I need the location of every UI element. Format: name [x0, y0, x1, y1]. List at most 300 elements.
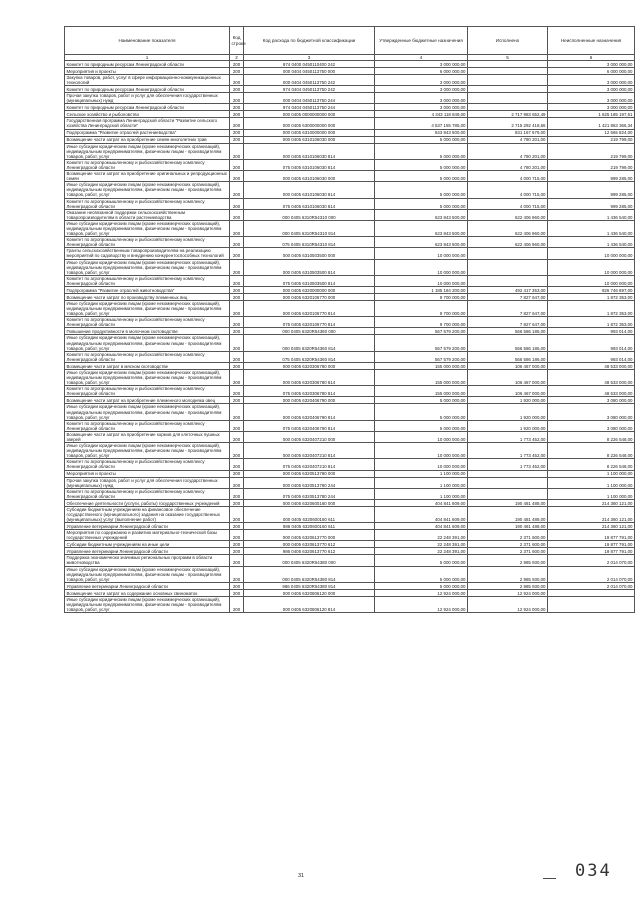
row-approved: 1 100 000,00 — [375, 470, 468, 477]
page-number: 31 — [298, 873, 305, 879]
row-line-code: 200 — [230, 136, 244, 143]
budget-report-sheet — [64, 26, 634, 613]
row-line-code: 200 — [230, 171, 244, 182]
table-row — [65, 506, 635, 522]
row-unexecuted: 1 100 000,00 — [548, 470, 635, 477]
row-line-code: 200 — [230, 470, 244, 477]
row-name: Комитет по агропромышленному и рыбохозяйственному комплексу Ленинградской области — [65, 317, 230, 328]
row-name: Иные субсидии юридическим лицам (кроме некоммерческих организаций), индивидуальным предпринимателям, физическим лицам - производителям товаров, работ, услуг — [65, 443, 230, 459]
row-approved: 10 000 000,00 — [375, 259, 468, 275]
row-approved: 1 100 000,00 — [375, 488, 468, 499]
row-unexecuted: 48 533 000,00 — [548, 386, 635, 397]
row-line-code: 200 — [230, 369, 244, 385]
row-unexecuted: 1 436 540,00 — [548, 220, 635, 236]
row-unexecuted: 1 436 540,00 — [548, 237, 635, 248]
row-executed: 622 406 960,00 — [468, 237, 548, 248]
row-budget-code: 075 0405 6320R54360 814 — [244, 351, 375, 362]
row-budget-code: 000 0405 0000000000 000 — [244, 111, 375, 118]
table-row — [65, 589, 635, 596]
row-name: Государственная программа Ленинградской области "Развитие сельского хозяйства Ленинградской области" — [65, 118, 230, 129]
table-row — [65, 275, 635, 286]
row-line-code: 200 — [230, 523, 244, 530]
row-approved: 22 248 391,00 — [375, 548, 468, 555]
row-executed: 7 827 647,00 — [468, 294, 548, 301]
row-executed: 622 406 960,00 — [468, 220, 548, 236]
row-unexecuted: 1 100 000,00 — [548, 477, 635, 488]
table-row — [65, 555, 635, 566]
row-executed: 622 406 960,00 — [468, 209, 548, 220]
row-executed — [468, 259, 548, 275]
table-row — [65, 596, 635, 612]
row-line-code: 200 — [230, 237, 244, 248]
row-executed: 2 371 600,00 — [468, 548, 548, 555]
row-budget-code: 000 0405 6320R54360 814 — [244, 335, 375, 351]
row-executed: 2 985 930,00 — [468, 582, 548, 589]
row-approved: 3 000 000,00 — [375, 61, 468, 68]
row-name: Иные субсидии юридическим лицам (кроме некоммерческих организаций), индивидуальным предпринимателям, физическим лицам - производителям товаров, работ, услуг — [65, 182, 230, 198]
row-approved: 5 000 000,00 — [375, 136, 468, 143]
row-approved: 9 700 000,00 — [375, 301, 468, 317]
row-unexecuted: 3 080 000,00 — [548, 397, 635, 404]
row-unexecuted: 3 080 000,00 — [548, 420, 635, 431]
row-unexecuted: 1 872 353,00 — [548, 294, 635, 301]
row-executed: 1 920 000,00 — [468, 397, 548, 404]
row-line-code: 200 — [230, 499, 244, 506]
row-approved: 10 000 000,00 — [375, 248, 468, 259]
row-approved: 3 000 000,00 — [375, 86, 468, 93]
row-executed: 190 481 488,00 — [468, 506, 548, 522]
row-budget-code: 000 0405 6320600160 000 — [244, 499, 375, 506]
row-approved: 155 000 000,00 — [375, 362, 468, 369]
row-executed — [468, 93, 548, 104]
row-name: Оказание несвязанной поддержки сельскохозяйственным товаропроизводителям в области растениеводства — [65, 209, 230, 220]
row-executed: 4 000 715,00 — [468, 198, 548, 209]
row-budget-code: 000 0405 6320407210 814 — [244, 443, 375, 459]
row-line-code: 200 — [230, 143, 244, 159]
table-header-row — [65, 27, 635, 55]
row-line-code: 200 — [230, 220, 244, 236]
table-row — [65, 61, 635, 68]
row-budget-code: 000 0405 6320613770 612 — [244, 541, 375, 548]
row-unexecuted: 19 877 791,00 — [548, 548, 635, 555]
table-row — [65, 335, 635, 351]
table-row — [65, 477, 635, 488]
row-name: Комитет по агропромышленному и рыбохозяйственному комплексу Ленинградской области — [65, 386, 230, 397]
row-name: Иные субсидии юридическим лицам (кроме некоммерческих организаций), индивидуальным предпринимателям, физическим лицам - производителям товаров, работ, услуг — [65, 369, 230, 385]
table-row — [65, 93, 635, 104]
row-approved: 12 924 000,00 — [375, 589, 468, 596]
row-unexecuted — [548, 589, 635, 596]
table-row — [65, 259, 635, 275]
row-unexecuted: 2 014 070,00 — [548, 582, 635, 589]
row-executed: 492 417 353,00 — [468, 287, 548, 294]
table-row — [65, 317, 635, 328]
column-number: 1 — [65, 55, 230, 61]
row-line-code: 200 — [230, 548, 244, 555]
row-approved: 623 843 500,00 — [375, 220, 468, 236]
row-approved: 4 537 155 785,00 — [375, 118, 468, 129]
row-line-code: 200 — [230, 248, 244, 259]
row-budget-code: 000 0405 6310R54310 000 — [244, 209, 375, 220]
row-budget-code: 000 0404 0450113750 244 — [244, 93, 375, 104]
header-budget-code: Код расхода по бюджетной классификации — [244, 27, 375, 55]
row-approved: 567 579 200,00 — [375, 351, 468, 362]
row-line-code: 200 — [230, 596, 244, 612]
table-row — [65, 111, 635, 118]
row-unexecuted: 3 080 000,00 — [548, 404, 635, 420]
row-line-code: 200 — [230, 129, 244, 136]
row-name: Комитет по агропромышленному и рыбохозяйственному комплексу Ленинградской области — [65, 459, 230, 470]
row-line-code: 200 — [230, 397, 244, 404]
row-unexecuted: 2 014 070,00 — [548, 566, 635, 582]
row-unexecuted: 2 014 070,00 — [548, 555, 635, 566]
row-line-code: 200 — [230, 589, 244, 596]
row-unexecuted: 1 436 540,00 — [548, 209, 635, 220]
row-budget-code: 000 0405 6310000000 000 — [244, 129, 375, 136]
row-unexecuted: 48 533 000,00 — [548, 362, 635, 369]
row-line-code: 200 — [230, 506, 244, 522]
row-approved: 3 000 000,00 — [375, 75, 468, 86]
row-budget-code: 000 0405 6320R54380 000 — [244, 555, 375, 566]
row-name: Возмещение части затрат на приобретение кормов для клеточных пушных зверей — [65, 431, 230, 442]
table-row — [65, 118, 635, 129]
row-line-code: 200 — [230, 182, 244, 198]
row-line-code: 200 — [230, 118, 244, 129]
table-row — [65, 386, 635, 397]
row-executed: 566 586 186,00 — [468, 328, 548, 335]
row-executed: 1 920 000,00 — [468, 404, 548, 420]
row-name: Иные субсидии юридическим лицам (кроме некоммерческих организаций), индивидуальным предпринимателям, физическим лицам - производителям товаров, работ, услуг — [65, 566, 230, 582]
row-executed — [468, 488, 548, 499]
row-name: Управление ветеринарии Ленинградской области — [65, 548, 230, 555]
row-unexecuted: 219 799,00 — [548, 136, 635, 143]
row-line-code: 200 — [230, 317, 244, 328]
row-name: Комитет по природным ресурсам Ленинградской области — [65, 86, 230, 93]
row-unexecuted: 8 226 548,00 — [548, 431, 635, 442]
table-row — [65, 530, 635, 541]
table-row — [65, 470, 635, 477]
row-unexecuted — [548, 596, 635, 612]
table-row — [65, 75, 635, 86]
row-budget-code: 000 0405 6310106030 814 — [244, 143, 375, 159]
row-line-code: 200 — [230, 420, 244, 431]
row-unexecuted: 3 000 000,00 — [548, 61, 635, 68]
row-line-code: 200 — [230, 431, 244, 442]
row-unexecuted: 3 000 000,00 — [548, 75, 635, 86]
row-executed: 2 717 983 652,49 — [468, 111, 548, 118]
row-executed: 566 586 186,00 — [468, 335, 548, 351]
row-name: Поддержка экономически значимых региональных программ в области животноводства — [65, 555, 230, 566]
row-line-code: 200 — [230, 275, 244, 286]
row-budget-code: 974 0404 0450113750 242 — [244, 86, 375, 93]
row-budget-code: 000 0405 6320513780 244 — [244, 477, 375, 488]
row-executed: 190 481 488,00 — [468, 499, 548, 506]
row-executed — [468, 68, 548, 75]
column-number: 3 — [244, 55, 375, 61]
row-line-code: 200 — [230, 75, 244, 86]
table-row — [65, 523, 635, 530]
row-budget-code: 986 0405 6320600160 611 — [244, 523, 375, 530]
table-row — [65, 459, 635, 470]
row-budget-code: 075 0405 6310106030 814 — [244, 198, 375, 209]
row-line-code: 200 — [230, 351, 244, 362]
row-approved: 5 000 000,00 — [375, 171, 468, 182]
row-executed: 4 000 715,00 — [468, 182, 548, 198]
row-name: Управление ветеринарии Ленинградской области — [65, 582, 230, 589]
row-approved: 5 000 000,00 — [375, 159, 468, 170]
row-name: Закупка товаров, работ, услуг в сфере информационно-коммуникационных технологий — [65, 75, 230, 86]
row-executed: 4 780 201,00 — [468, 136, 548, 143]
row-name: Комитет по агропромышленному и рыбохозяйственному комплексу Ленинградской области — [65, 275, 230, 286]
row-name: Мероприятия и проекты — [65, 68, 230, 75]
row-approved: 10 000 000,00 — [375, 443, 468, 459]
row-line-code: 200 — [230, 159, 244, 170]
row-budget-code: 075 0405 6320407210 814 — [244, 459, 375, 470]
row-name: Обеспечение деятельности (услуги, работы) государственных учреждений — [65, 499, 230, 506]
row-budget-code: 000 0405 6320000000 000 — [244, 287, 375, 294]
row-line-code: 200 — [230, 555, 244, 566]
row-unexecuted: 19 877 791,00 — [548, 541, 635, 548]
row-budget-code: 000 0405 6320406790 814 — [244, 404, 375, 420]
row-executed — [468, 61, 548, 68]
row-budget-code: 000 0405 6320106770 814 — [244, 301, 375, 317]
row-name: Подпрограмма "Развитие отраслей животноводства" — [65, 287, 230, 294]
row-line-code: 200 — [230, 111, 244, 118]
table-row — [65, 182, 635, 198]
row-executed: 2 985 930,00 — [468, 555, 548, 566]
row-budget-code: 075 0405 6320513780 244 — [244, 488, 375, 499]
row-unexecuted: 8 226 548,00 — [548, 459, 635, 470]
row-budget-code: 974 0404 0450113750 244 — [244, 104, 375, 111]
row-name: Иные субсидии юридическим лицам (кроме некоммерческих организаций), индивидуальным предпринимателям, физическим лицам - производителям товаров, работ, услуг — [65, 301, 230, 317]
row-line-code: 200 — [230, 477, 244, 488]
row-unexecuted: 993 014,00 — [548, 351, 635, 362]
row-budget-code: 000 0405 6320R54360 000 — [244, 328, 375, 335]
row-budget-code: 000 0405 6300000000 000 — [244, 118, 375, 129]
row-unexecuted: 214 360 121,00 — [548, 499, 635, 506]
row-line-code: 200 — [230, 301, 244, 317]
row-budget-code: 000 0405 6310106030 000 — [244, 136, 375, 143]
row-budget-code: 000 0405 6320106770 000 — [244, 294, 375, 301]
table-row — [65, 404, 635, 420]
header-approved: Утвержденные бюджетные назначения — [375, 27, 468, 55]
row-executed — [468, 477, 548, 488]
row-executed: 4 780 201,00 — [468, 143, 548, 159]
row-executed: 1 773 452,00 — [468, 431, 548, 442]
row-line-code: 200 — [230, 335, 244, 351]
row-line-code: 200 — [230, 294, 244, 301]
row-approved: 5 000 000,00 — [375, 420, 468, 431]
row-unexecuted: 19 877 791,00 — [548, 530, 635, 541]
row-name: Комитет по агропромышленному и рыбохозяйственному комплексу Ленинградской области — [65, 420, 230, 431]
row-line-code: 200 — [230, 328, 244, 335]
row-executed — [468, 104, 548, 111]
row-approved: 10 000 000,00 — [375, 431, 468, 442]
row-budget-code: 000 0405 6310106030 000 — [244, 171, 375, 182]
column-number: 6 — [548, 55, 635, 61]
row-unexecuted: 214 360 121,00 — [548, 523, 635, 530]
row-executed: 566 586 186,00 — [468, 351, 548, 362]
row-name: Комитет по агропромышленному и рыбохозяйственному комплексу Ленинградской области — [65, 237, 230, 248]
header-line-code: Код строки — [230, 27, 244, 55]
row-unexecuted: 1 872 353,00 — [548, 317, 635, 328]
row-budget-code: 000 0405 6310503500 814 — [244, 259, 375, 275]
row-name: Иные субсидии юридическим лицам (кроме некоммерческих организаций), индивидуальным предпринимателям, физическим лицам - производителям товаров, работ, услуг — [65, 404, 230, 420]
row-name: Иные субсидии юридическим лицам (кроме некоммерческих организаций), индивидуальным предпринимателям, физическим лицам - производителям товаров, работ, услуг — [65, 259, 230, 275]
column-number: 4 — [375, 55, 468, 61]
row-line-code: 200 — [230, 459, 244, 470]
row-executed: 1 920 000,00 — [468, 420, 548, 431]
row-unexecuted: 999 285,00 — [548, 198, 635, 209]
row-unexecuted: 6 000 000,00 — [548, 68, 635, 75]
row-approved: 4 343 118 849,00 — [375, 111, 468, 118]
row-name: Возмещение части затрат на приобретение оригинальных и репродукционных семян — [65, 171, 230, 182]
row-executed: 7 827 647,00 — [468, 301, 548, 317]
table-row — [65, 548, 635, 555]
table-row — [65, 248, 635, 259]
row-approved: 623 843 500,00 — [375, 237, 468, 248]
row-unexecuted: 3 000 000,00 — [548, 86, 635, 93]
row-budget-code: 000 0405 6310106030 814 — [244, 182, 375, 198]
row-executed: 2 371 600,00 — [468, 541, 548, 548]
row-approved: 5 000 000,00 — [375, 198, 468, 209]
row-line-code: 200 — [230, 404, 244, 420]
row-approved: 1 185 184 200,00 — [375, 287, 468, 294]
row-unexecuted: 219 799,00 — [548, 143, 635, 159]
row-name: Иные субсидии юридическим лицам (кроме некоммерческих организаций), индивидуальным предпринимателям, физическим лицам - производителям товаров, работ, услуг — [65, 335, 230, 351]
row-executed — [468, 248, 548, 259]
row-approved: 623 843 500,00 — [375, 209, 468, 220]
table-row — [65, 420, 635, 431]
table-row — [65, 287, 635, 294]
budget-execution-table — [64, 26, 635, 613]
row-executed: 12 924 000,00 — [468, 589, 548, 596]
table-row — [65, 86, 635, 93]
row-unexecuted: 999 285,00 — [548, 171, 635, 182]
row-executed: 106 467 000,00 — [468, 386, 548, 397]
row-budget-code: 000 0405 6320306780 000 — [244, 362, 375, 369]
row-approved: 1 100 000,00 — [375, 477, 468, 488]
table-row — [65, 397, 635, 404]
row-unexecuted: 12 665 824,00 — [548, 129, 635, 136]
table-row — [65, 136, 635, 143]
row-line-code: 200 — [230, 93, 244, 104]
row-unexecuted: 993 014,00 — [548, 328, 635, 335]
row-line-code: 200 — [230, 443, 244, 459]
table-row — [65, 104, 635, 111]
row-line-code: 200 — [230, 61, 244, 68]
row-unexecuted: 10 000 000,00 — [548, 275, 635, 286]
row-budget-code: 075 0405 6320106770 814 — [244, 317, 375, 328]
row-line-code: 200 — [230, 386, 244, 397]
table-row — [65, 159, 635, 170]
row-executed: 7 827 647,00 — [468, 317, 548, 328]
row-budget-code: 000 0404 0450113750 242 — [244, 75, 375, 86]
row-budget-code: 000 0405 6310503500 000 — [244, 248, 375, 259]
row-approved: 12 924 000,00 — [375, 596, 468, 612]
header-unexecuted: Неисполненные назначения — [548, 27, 635, 55]
row-budget-code: 986 0405 6320613770 612 — [244, 548, 375, 555]
row-unexecuted: 8 226 548,00 — [548, 443, 635, 459]
row-line-code: 200 — [230, 488, 244, 499]
row-executed: 1 773 452,00 — [468, 459, 548, 470]
row-line-code: 200 — [230, 209, 244, 220]
row-approved: 843 843 500,00 — [375, 129, 468, 136]
table-row — [65, 443, 635, 459]
row-line-code: 200 — [230, 68, 244, 75]
row-approved: 10 000 000,00 — [375, 275, 468, 286]
row-unexecuted: 1 872 353,00 — [548, 301, 635, 317]
row-budget-code: 000 0405 6320406790 000 — [244, 397, 375, 404]
stamp-dash: — — [543, 870, 556, 885]
row-name: Мероприятия и проекты — [65, 470, 230, 477]
row-approved: 6 000 000,00 — [375, 68, 468, 75]
row-name: Гранты сельскохозяйственным товаропроизводителям на реализацию мероприятий по садоводству и внедрению конкурентоспособных технологий — [65, 248, 230, 259]
row-name: Комитет по природным ресурсам Ленинградской области — [65, 61, 230, 68]
row-name: Подпрограмма "Развитие отраслей растениеводства" — [65, 129, 230, 136]
row-executed: 4 780 201,00 — [468, 159, 548, 170]
row-executed — [468, 86, 548, 93]
row-executed: 2 715 292 418,66 — [468, 118, 548, 129]
row-name: Субсидии бюджетным учреждениям на иные цели — [65, 541, 230, 548]
row-unexecuted: 1 100 000,00 — [548, 488, 635, 499]
row-name: Возмещение части затрат по производству племенных яиц — [65, 294, 230, 301]
table-row — [65, 499, 635, 506]
row-budget-code: 000 0405 6320513780 000 — [244, 470, 375, 477]
row-approved: 567 579 200,00 — [375, 328, 468, 335]
row-line-code: 200 — [230, 541, 244, 548]
table-row — [65, 220, 635, 236]
row-budget-code: 000 0405 6320600160 611 — [244, 506, 375, 522]
row-approved: 3 000 000,00 — [375, 104, 468, 111]
row-name: Субсидии бюджетным учреждениям на финансовое обеспечение государственного (муниципального) задания на оказание государственных (муниципальных) услуг (выполнение работ) — [65, 506, 230, 522]
column-number: 5 — [468, 55, 548, 61]
page-stamp-number: 034 — [575, 861, 612, 881]
table-row — [65, 143, 635, 159]
row-line-code: 200 — [230, 362, 244, 369]
row-line-code: 200 — [230, 287, 244, 294]
row-name: Комитет по природным ресурсам Ленинградской области — [65, 104, 230, 111]
row-approved: 3 000 000,00 — [375, 93, 468, 104]
table-row — [65, 301, 635, 317]
row-line-code: 200 — [230, 104, 244, 111]
row-unexecuted: 10 000 000,00 — [548, 248, 635, 259]
row-budget-code: 075 0405 6320306780 814 — [244, 386, 375, 397]
row-executed: 106 467 000,00 — [468, 369, 548, 385]
row-executed — [468, 470, 548, 477]
row-line-code: 200 — [230, 582, 244, 589]
row-budget-code: 000 0405 6320407210 000 — [244, 431, 375, 442]
table-row — [65, 488, 635, 499]
row-budget-code: 075 0405 6310R54310 814 — [244, 237, 375, 248]
row-unexecuted: 214 360 121,00 — [548, 506, 635, 522]
row-unexecuted: 48 533 000,00 — [548, 369, 635, 385]
row-line-code: 200 — [230, 86, 244, 93]
row-name: Иные субсидии юридическим лицам (кроме некоммерческих организаций), индивидуальным предпринимателям, физическим лицам - производителям товаров, работ, услуг — [65, 220, 230, 236]
row-name: Прочая закупка товаров, работ и услуг для обеспечения государственных (муниципальных) нужд — [65, 93, 230, 104]
row-line-code: 200 — [230, 259, 244, 275]
row-name: Комитет по агропромышленному и рыбохозяйственному комплексу Ленинградской области — [65, 488, 230, 499]
row-approved: 22 248 391,00 — [375, 530, 468, 541]
row-name: Возмещение части затрат на приобретение семян многолетних трав — [65, 136, 230, 143]
row-name: Управление ветеринарии Ленинградской области — [65, 523, 230, 530]
row-approved: 155 000 000,00 — [375, 386, 468, 397]
table-row — [65, 171, 635, 182]
row-name: Повышение продуктивности в молочном скотоводстве — [65, 328, 230, 335]
row-approved: 5 000 000,00 — [375, 566, 468, 582]
table-row — [65, 541, 635, 548]
table-row — [65, 328, 635, 335]
